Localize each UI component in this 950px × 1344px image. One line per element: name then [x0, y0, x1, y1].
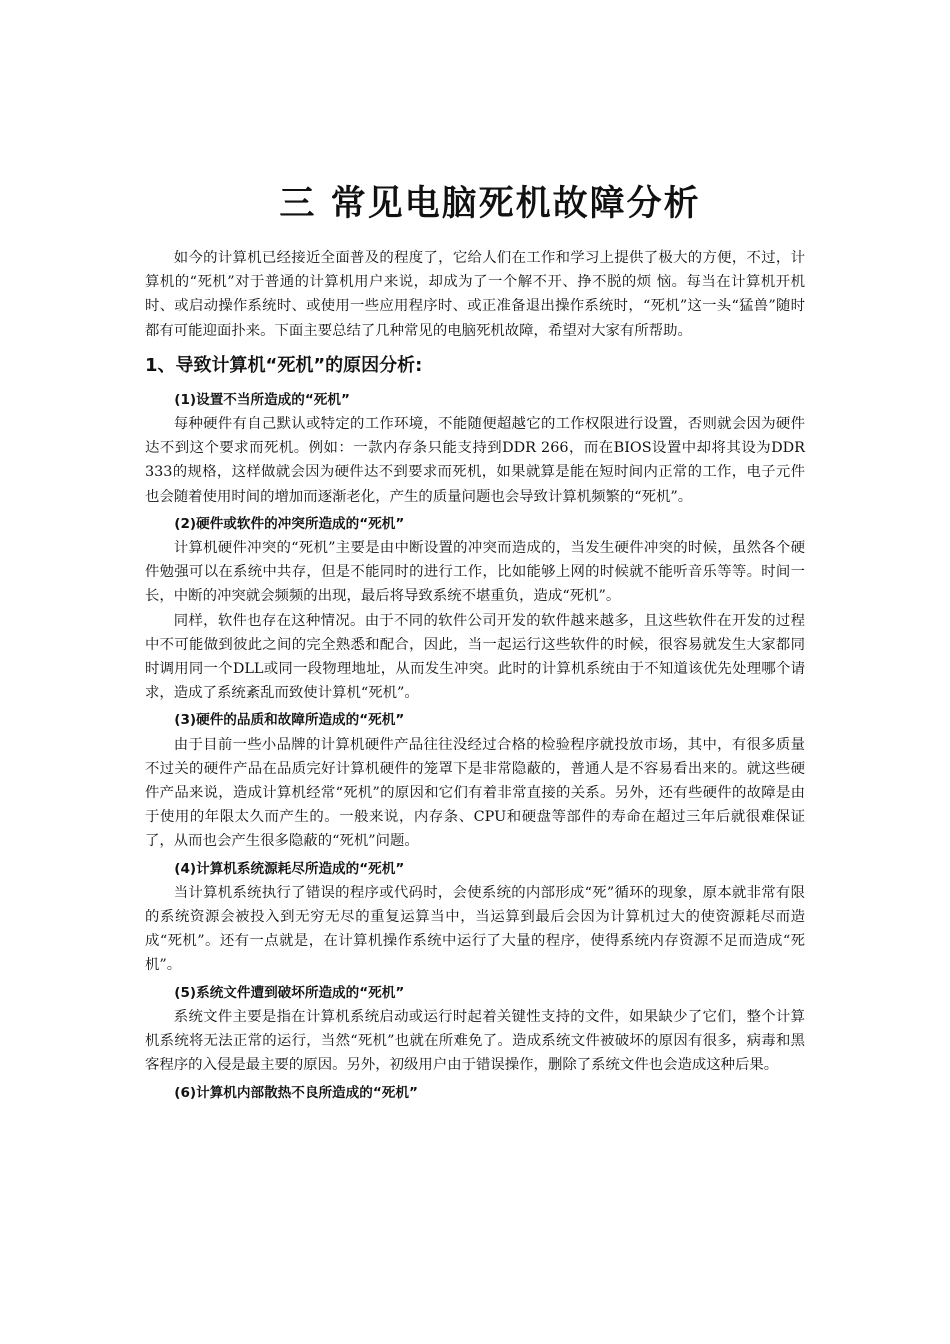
- cause-paragraph: 每种硬件有自己默认或特定的工作环境，不能随便超越它的工作权限进行设置，否则就会因为硬件达不到这个要求而死机。例如：一款内存条只能支持到DDR 266，而在BIOS设置中却将其设为DDR 333的规格，这样做就会因为硬件达不到要求而死机，如果就算是能在短时间内正常的工作，电子元件也会随着使用时间的增加而逐渐老化，产生的质量问题也会导致计算机频繁的“死机”。: [145, 416, 805, 505]
- cause-item-4: [145, 857, 805, 978]
- cause-heading: (6)计算机内部散热不良所造成的“死机”: [174, 1084, 418, 1101]
- cause-heading: (1)设置不当所造成的“死机”: [174, 391, 350, 408]
- cause-item-1: [145, 388, 805, 509]
- cause-item-5: [145, 981, 805, 1078]
- cause-item-2: [145, 512, 805, 706]
- cause-item-3: [145, 708, 805, 853]
- cause-paragraph: 当计算机系统执行了错误的程序或代码时，会使系统的内部形成“死”循环的现象，原本就非常有限的系统资源会被投入到无穷无尽的重复运算当中，当运算到最后会因为计算机过大的使资源耗尽而造成“死机”。还有一点就是，在计算机操作系统中运行了大量的程序，使得系统内存资源不足而造成“死机”。: [145, 884, 805, 974]
- cause-heading: (2)硬件或软件的冲突所造成的“死机”: [174, 515, 405, 532]
- document-body: [145, 246, 805, 1105]
- section-heading: 1、导致计算机“死机”的原因分析:: [145, 354, 423, 376]
- cause-heading: (5)系统文件遭到破坏所造成的“死机”: [174, 984, 405, 1001]
- cause-paragraph: 由于目前一些小品牌的计算机硬件产品往往没经过合格的检验程序就投放市场，其中，有很多质量不过关的硬件产品在品质完好计算机硬件的笼罩下是非常隐蔽的，普通人是不容易看出来的。就这些硬件产品来说，造成计算机经常“死机”的原因和它们有着非常直接的关系。另外，还有些硬件的故障是由于使用的年限太久而产生的。一般来说，内存条、CPU和硬盘等部件的寿命在超过三年后就很难保证了，从而也会产生很多隐蔽的“死机”问题。: [145, 736, 805, 850]
- cause-paragraph: 系统文件主要是指在计算机系统启动或运行时起着关键性支持的文件，如果缺少了它们，整个计算机系统将无法正常的运行，当然“死机”也就在所难免了。造成系统文件被破坏的原因有很多，病毒和黑客程序的入侵是最主要的原因。另外，初级用户由于错误操作，删除了系统文件也会造成这种后果。: [145, 1008, 805, 1074]
- cause-paragraph: 同样，软件也存在这种情况。由于不同的软件公司开发的软件越来越多，且这些软件在开发的过程中不可能做到彼此之间的完全熟悉和配合，因此，当一起运行这些软件的时候，很容易就发生大家都同时调用同一个DLL或同一段物理地址，从而发生冲突。此时的计算机系统由于不知道该优先处理哪个请求，造成了系统紊乱而致使计算机“死机”。: [145, 612, 805, 702]
- cause-heading: (4)计算机系统源耗尽所造成的“死机”: [174, 860, 405, 877]
- cause-heading: (3)硬件的品质和故障所造成的“死机”: [174, 712, 405, 729]
- cause-item-6: [145, 1081, 805, 1105]
- page-title: 三 常见电脑死机故障分析: [279, 184, 701, 224]
- intro-paragraph: 如今的计算机已经接近全面普及的程度了，它给人们在工作和学习上提供了极大的方便，不过，计算机的“死机”对于普通的计算机用户来说，却成为了一个解不开、挣不脱的烦 恼。每当在计算机开机时、或启动操作系统时、或使用一些应用程序时、或正准备退出操作系统时，“死机”这一头“猛兽”随时都有可能迎面扑来。下面主要总结了几种常见的电脑死机故障，希望对大家有所帮助。: [145, 250, 805, 339]
- cause-paragraph: 计算机硬件冲突的“死机”主要是由中断设置的冲突而造成的，当发生硬件冲突的时候，虽然各个硬件勉强可以在系统中共存，但是不能同时的进行工作，比如能够上网的时候就不能听音乐等等。时间一长，中断的冲突就会频频的出现，最后将导致系统不堪重负，造成“死机”。: [145, 540, 805, 605]
